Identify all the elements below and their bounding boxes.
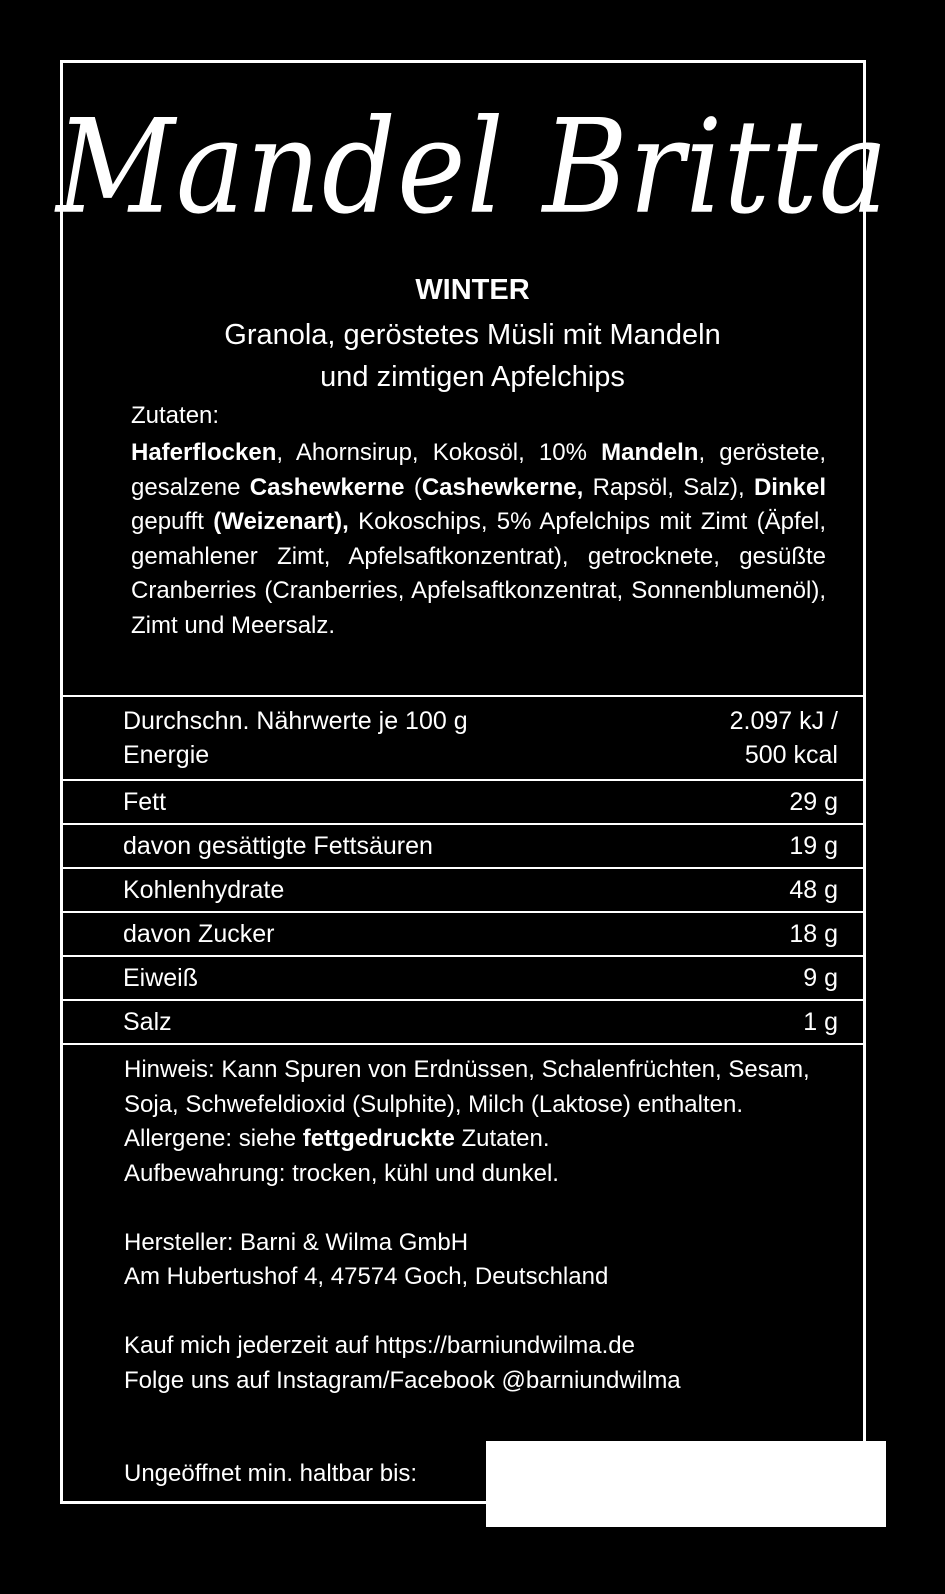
nutrient-label: Eiweiß [123, 963, 199, 992]
notes-section [124, 1053, 829, 1398]
nutrient-label: davon gesättigte Fettsäuren [123, 831, 433, 860]
nutrient-label: davon Zucker [123, 919, 275, 948]
ingredient-allergen: Dinkel [753, 473, 826, 501]
allergen-bold: fettgedruckte [302, 1125, 455, 1152]
nutrition-row [63, 781, 863, 825]
nutrient-label: Salz [123, 1007, 172, 1036]
allergen-pre: Allergene: siehe [124, 1125, 303, 1152]
nutrient-value: 19 g [789, 831, 838, 860]
nutrition-row [63, 869, 863, 913]
nutrition-header-label: Durchschn. Nährwerte je 100 g [123, 707, 468, 735]
ingredient-text: Kokoschips, 5% Apfelchips mit Zimt (Äpfel, gemahlener Zimt, Apfelsaftkonzentrat), getrocknete, gesüßte Cranberries (Cranberries, Apfelsaftkonzentrat, Sonnenblumenöl), Zimt und Meersalz. [131, 508, 826, 639]
ingredient-text: gepufft [131, 508, 214, 535]
subtitle-line-2: und zimtigen Apfelchips [320, 361, 625, 393]
ingredients-text [131, 436, 826, 643]
nutrient-value: 1 g [803, 1007, 838, 1036]
energy-kj: 2.097 kJ / [729, 707, 838, 735]
season-title: WINTER [415, 274, 530, 306]
best-before-date-field [486, 1441, 886, 1527]
energy-label: Energie [123, 741, 210, 769]
storage-note: Aufbewahrung: trocken, kühl und dunkel. [124, 1159, 559, 1187]
shop-link[interactable]: Kauf mich jederzeit auf https://barniundwilma.de [124, 1332, 635, 1359]
allergen-post: Zutaten. [454, 1125, 550, 1152]
brand-logo: Mandel Britta [56, 91, 889, 244]
nutrient-value: 18 g [789, 919, 838, 948]
nutrition-energy-label [123, 704, 468, 772]
nutrient-value: 29 g [789, 787, 838, 816]
ingredient-text: , geröstete, gesalzene [131, 439, 826, 501]
allergen-hint: Hinweis: Kann Spuren von Erdnüssen, Schalenfrüchten, Sesam, Soja, Schwefeldioxid (Sulphite), Milch (Laktose) enthalten. [124, 1056, 810, 1118]
nutrition-table [63, 695, 863, 1045]
nutrition-energy-row [63, 697, 863, 781]
energy-kcal: 500 kcal [744, 741, 838, 769]
ingredient-text: Rapsöl, Salz), [583, 473, 754, 501]
nutrient-value: 9 g [803, 963, 838, 992]
ingredient-allergen: Cashewkerne, [421, 473, 584, 501]
nutrition-energy-value [730, 704, 838, 772]
ingredient-allergen: (Weizenart), [213, 508, 349, 535]
social-handle: Folge uns auf Instagram/Facebook @barniundwilma [124, 1366, 681, 1394]
product-subtitle [0, 314, 945, 398]
ingredient-text: , Ahornsirup, Kokosöl, 10% [276, 439, 602, 466]
nutrient-label: Kohlenhydrate [123, 875, 285, 904]
nutrient-value: 48 g [789, 875, 838, 904]
manufacturer-address: Am Hubertushof 4, 47574 Goch, Deutschland [124, 1263, 609, 1290]
subtitle-line-1: Granola, geröstetes Müsli mit Mandeln [224, 319, 721, 351]
nutrient-label: Fett [123, 787, 167, 816]
ingredient-text: ( [404, 473, 422, 501]
ingredient-allergen: Mandeln [601, 439, 699, 466]
ingredients-heading: Zutaten: [131, 402, 220, 429]
best-before-label: Ungeöffnet min. haltbar bis: [124, 1460, 418, 1487]
ingredient-allergen: Haferflocken [131, 439, 277, 466]
nutrition-row [63, 957, 863, 1001]
nutrition-row [63, 825, 863, 869]
nutrition-row [63, 1001, 863, 1045]
allergen-line [124, 1122, 829, 1157]
nutrition-row [63, 913, 863, 957]
ingredient-allergen: Cashewkerne [249, 473, 405, 501]
manufacturer: Hersteller: Barni & Wilma GmbH [124, 1228, 469, 1256]
